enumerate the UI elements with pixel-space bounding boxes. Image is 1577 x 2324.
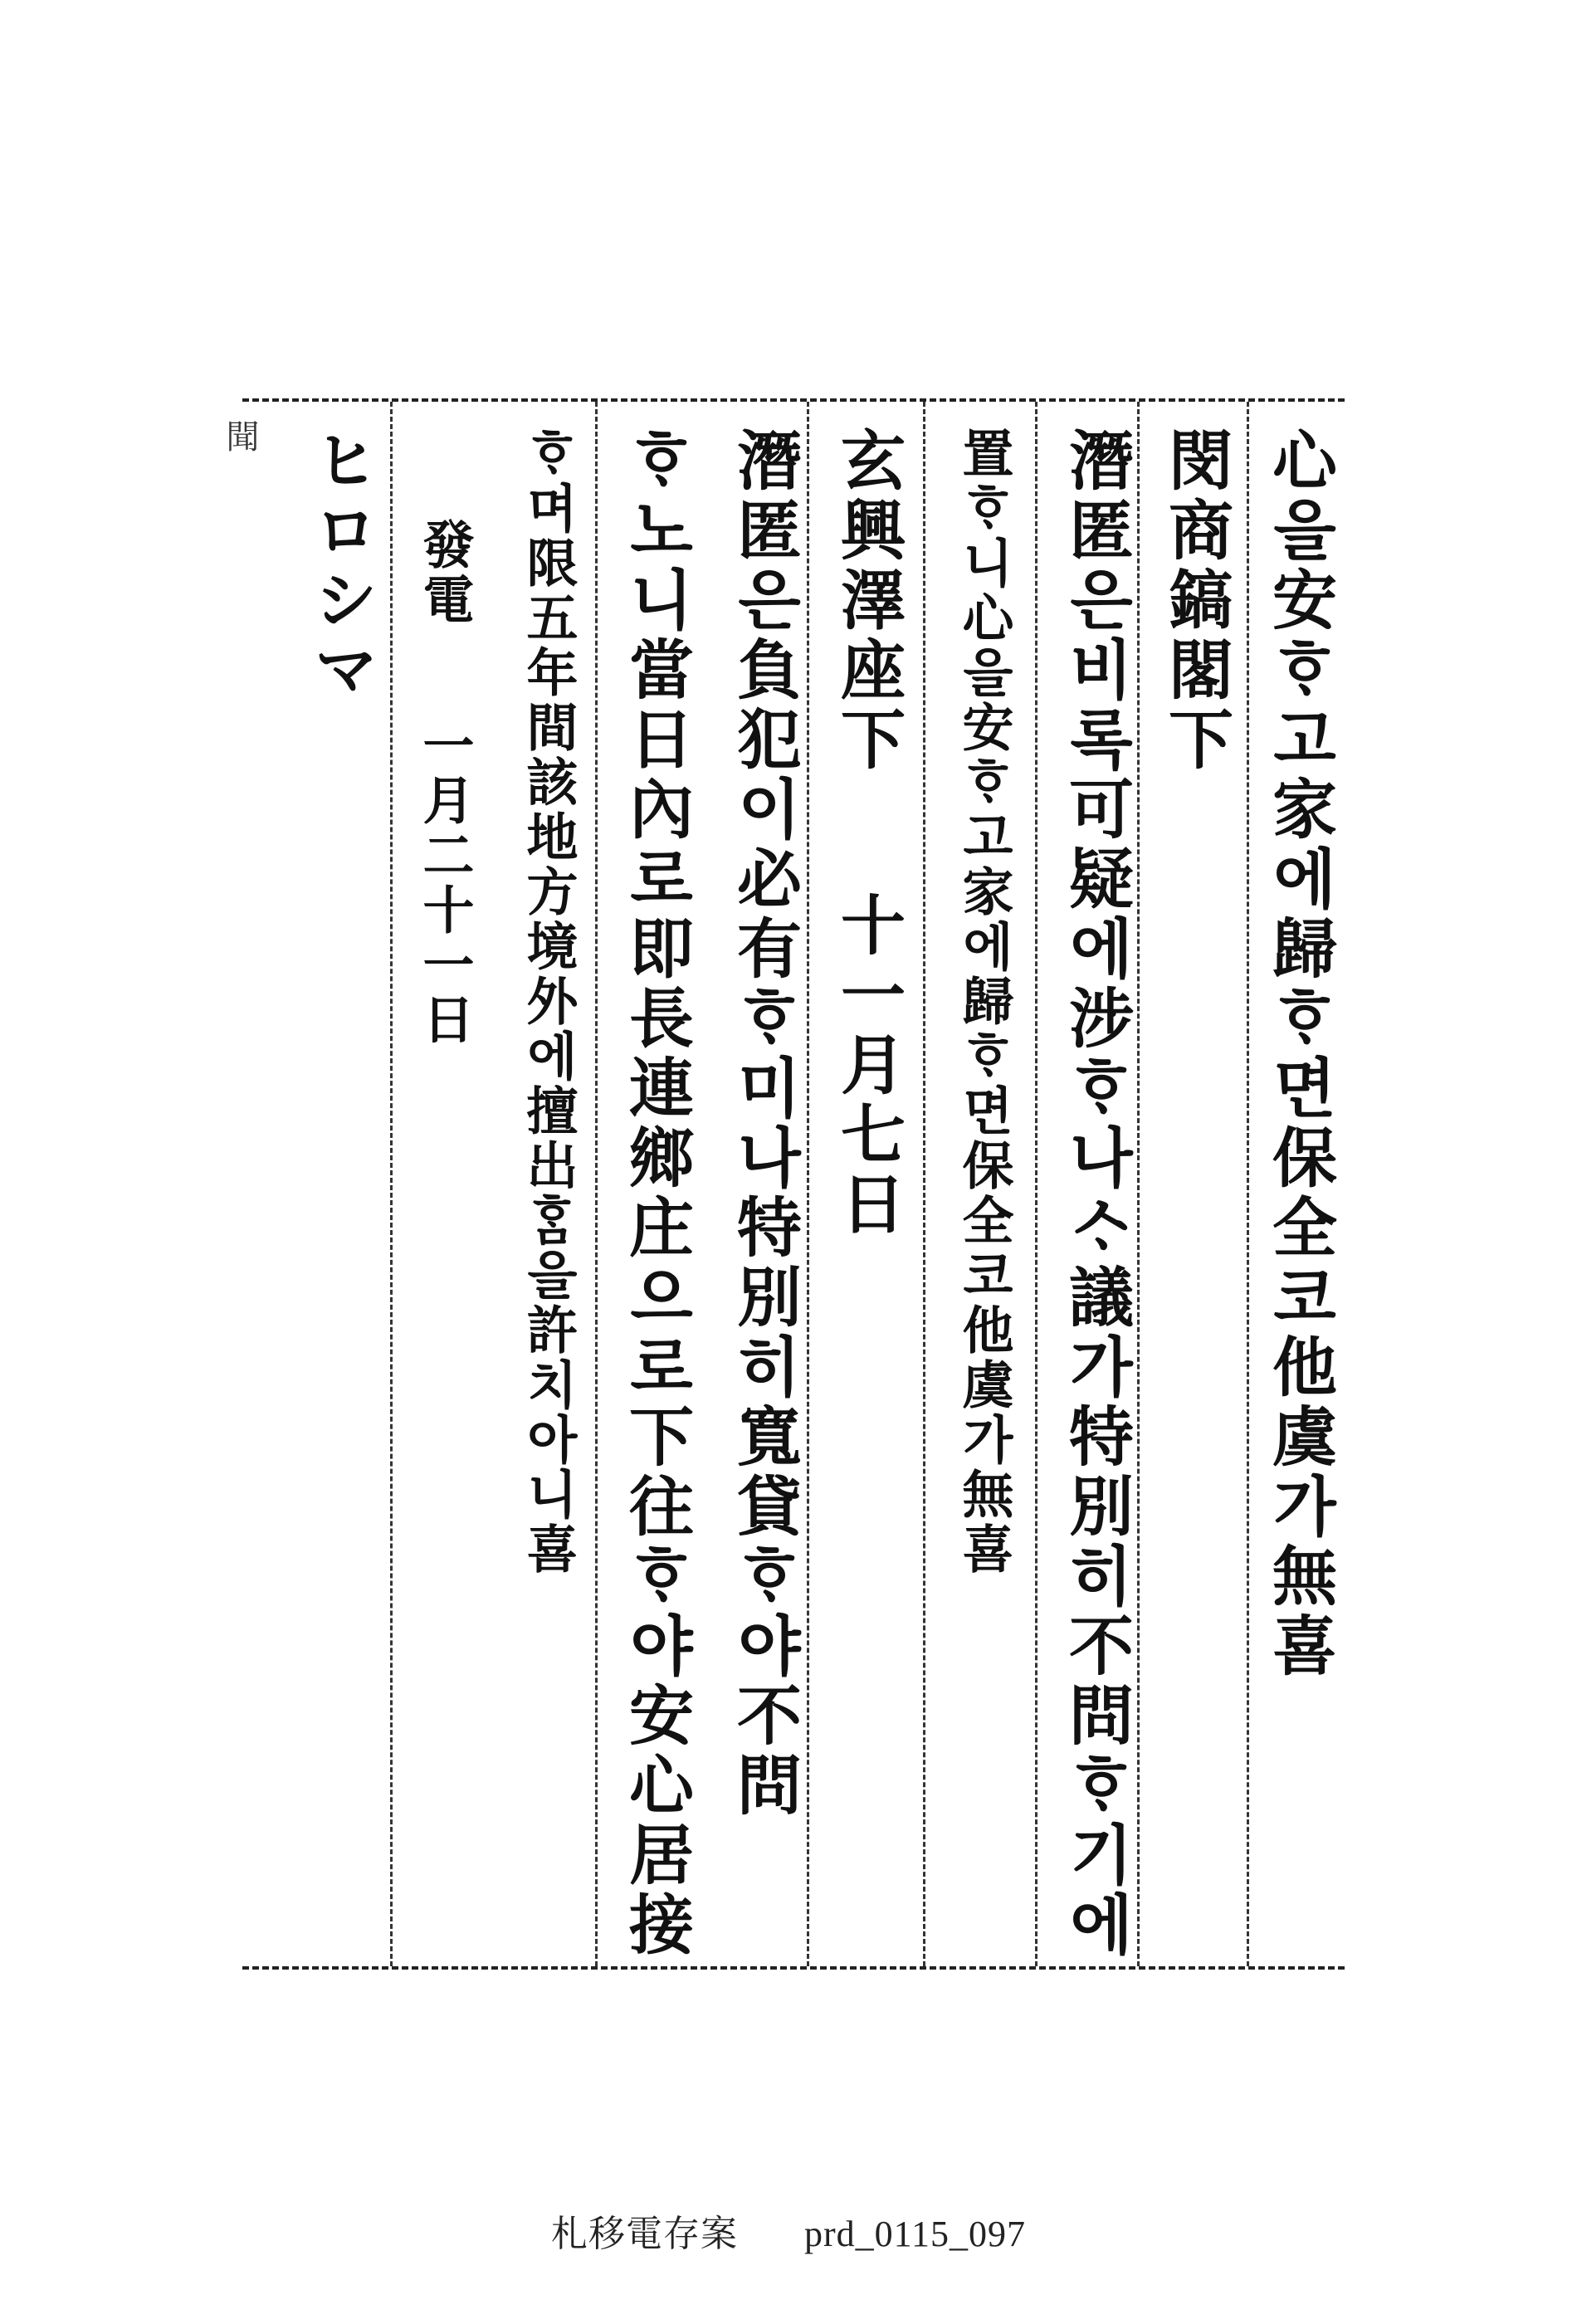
column-rule xyxy=(923,402,925,1966)
date: 十一月七日 xyxy=(830,891,906,1240)
column-rule xyxy=(1137,402,1140,1966)
column-rule xyxy=(390,402,393,1966)
text-column-8: ᄒᆞ며限五年間該地方境外에擅出ᄒᆞᆷ을許치아니喜 xyxy=(518,427,579,1577)
column-rule xyxy=(807,402,809,1966)
text-column-2-heading: 閔商鎬閣下 xyxy=(1158,427,1233,775)
page-footer xyxy=(0,2204,1577,2257)
text-column-9 xyxy=(404,518,484,1047)
text-column-4: 置ᄒᆞ니心을安ᄒᆞ고家에歸ᄒᆞ면保全코他虞가無喜 xyxy=(954,427,1014,1577)
edge-fragment: 聞 xyxy=(221,419,259,452)
sender-signature: ヒロシマ xyxy=(303,427,378,706)
page-id: prd_0115_097 xyxy=(803,2214,1027,2254)
text-column-5 xyxy=(828,427,907,1240)
sent-date: 一月二十一日 xyxy=(414,719,475,1047)
column-rule xyxy=(595,402,598,1966)
text-column-1: 心을安ᄒᆞ고家에歸ᄒᆞ면保全코他虞가無喜 xyxy=(1262,427,1337,1682)
addressee: 玄興澤座下 xyxy=(830,427,906,775)
document-frame xyxy=(242,398,1345,1970)
column-rule xyxy=(1247,402,1249,1966)
text-column-7: ᄒᆞ노니當日內로即長連鄉庄으로下往ᄒᆞ야安心居接 xyxy=(618,427,694,1960)
column-rule xyxy=(1035,402,1038,1966)
text-column-6: 潛匿은負犯이必有ᄒᆞ미나特別히寬貸ᄒᆞ야不問 xyxy=(726,427,802,1821)
collection-title: 札移電存案 xyxy=(550,2214,738,2254)
text-column-3: 潛匿은비록可疑에涉ᄒᆞ나ᄉᆞ議가特別히不問ᄒᆞ기에 xyxy=(1058,427,1134,1960)
sent-label: 發電 xyxy=(414,518,475,627)
